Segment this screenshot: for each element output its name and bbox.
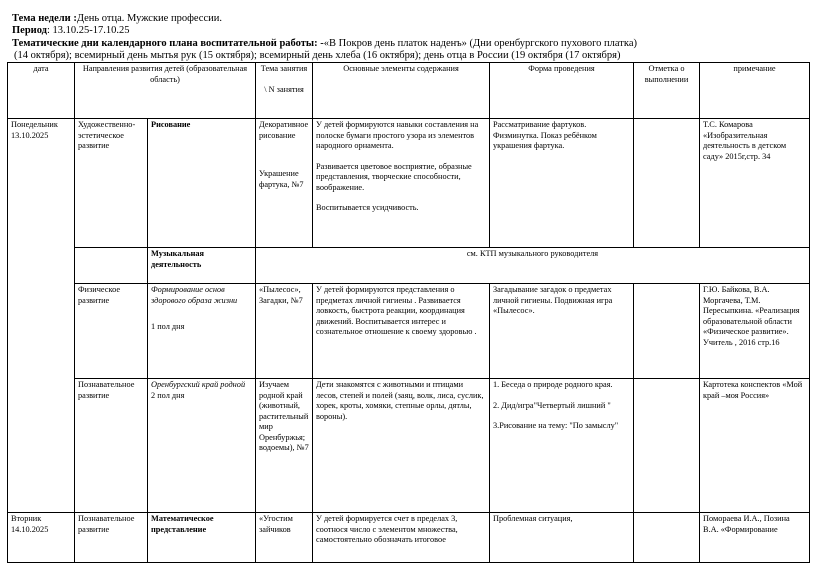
monday-cognitive-row (8, 379, 810, 513)
monday-art-content-3: Воспитывается усидчивость. (316, 203, 419, 212)
monday-cognitive-form (490, 379, 634, 513)
document-header (12, 13, 808, 63)
monday-art-note: Т.С. Комарова «Изобразительная деятельность в детском саду» 2015г,стр. 34 (700, 119, 810, 248)
monday-art-activity: Рисование (148, 119, 256, 248)
monday-cognitive-note: Картотека конспектов «Мой край –моя Россия» (700, 379, 810, 513)
monday-music-content: см. КТП музыкального руководителя (256, 248, 810, 284)
monday-date: Понедельник 13.10.2025 (8, 119, 75, 513)
tuesday-activity: Математическое представление (148, 513, 256, 563)
monday-physical-form: Загадывание загадок о предметах личной гигиены. Подвижная игра «Пылесос». (490, 284, 634, 379)
monday-cognitive-activity-cell (148, 379, 256, 513)
monday-cognitive-form-3: 3.Рисование на тему: "По замыслу" (493, 421, 619, 430)
tuesday-mark (634, 513, 700, 563)
monday-cognitive-form-2: 2. Дид/игра"Четвертый лишний " (493, 400, 611, 410)
period-value: : 13.10.25-17.10.25 (46, 25, 130, 37)
monday-physical-row (8, 284, 810, 379)
monday-cognitive-form-1: 1. Беседа о природе родного края. (493, 380, 613, 389)
monday-physical-area: Физическое развитие (75, 284, 148, 379)
theme-label: Тема недели : (12, 13, 77, 24)
col-form: Форма проведения (490, 63, 634, 119)
monday-art-content-1: У детей формируются навыки составления на полоске бумаги простого узора из элементов народного орнамента. (316, 120, 479, 150)
monday-art-mark (634, 119, 700, 248)
monday-cognitive-activity: Оренбургский край родной (151, 380, 246, 389)
col-note: примечание (700, 63, 810, 119)
tuesday-date: Вторник 14.10.2025 (8, 513, 75, 563)
monday-cognitive-content: Дети знакомятся с животными и птицами лесов, степей и полей (заяц, волк, лиса, суслик, хорек, кроты, хомяки, степные орлы, дятлы, вороны). (313, 379, 490, 513)
monday-art-content (313, 119, 490, 248)
theme-value: День отца. Мужские профессии. (76, 13, 222, 24)
monday-art-content-2: Развивается цветовое восприятие, образные представления, творческие способности, воображение. (316, 161, 472, 192)
period-label: Период (12, 25, 47, 37)
monday-art-form: Рассматривание фартуков. Физминутка. Показ ребёнком украшения фартука. (490, 119, 634, 248)
plan-table (7, 62, 810, 563)
theme-line (12, 13, 808, 25)
monday-cognitive-topic: Изучаем родной край (животный, растительный мир Оренбуржья; водоемы), №7 (256, 379, 313, 513)
col-content: Основные элементы содержания (313, 63, 490, 119)
tuesday-content: У детей формируется счет в пределах 3, соотнося число с элементом множества, самостоятельно обозначать итоговое (313, 513, 490, 563)
tuesday-area: Познавательное развитие (75, 513, 148, 563)
monday-cognitive-period: 2 пол дня (151, 390, 185, 400)
days-value-1: «В Покров день платок наденъ» (Дни оренбургского пухового платка) (323, 37, 637, 49)
tuesday-row (8, 513, 810, 563)
days-label: Тематические дни календарного плана воспитательной работы: - (12, 37, 324, 49)
table-header-row (8, 63, 810, 119)
days-line-2: (14 октября); всемирный день мытья рук (15 октября); всемирный день хлеба (16 октября); день отца в России (19 октября (17 октября) (14, 50, 621, 62)
monday-physical-mark (634, 284, 700, 379)
col-topic (256, 63, 313, 119)
days-line (12, 38, 808, 50)
monday-physical-content: У детей формируются представления о предметах личной гигиены . Развивается ловкость, быстрота реакции, координация движений. Воспитывается интерес и сознательное отношение к своему здоровью . (313, 284, 490, 379)
monday-cognitive-area: Познавательное развитие (75, 379, 148, 513)
tuesday-note: Помораева И.А., Позина В.А. «Формирование (700, 513, 810, 563)
monday-art-topic-a: Декоративное рисование (259, 120, 309, 140)
col-directions: Направления развития детей (образовательная область) (75, 63, 256, 119)
monday-physical-activity: Формирование основ здорового образа жизни (151, 285, 238, 305)
col-topic-label: Тема занятия (260, 64, 308, 73)
period-line (12, 25, 808, 37)
tuesday-form: Проблемная ситуация, (490, 513, 634, 563)
tuesday-topic: «Угостим зайчиков (256, 513, 313, 563)
col-date: дата (8, 63, 75, 119)
monday-art-area: Художественно-эстетическое развитие (75, 119, 148, 248)
monday-cognitive-mark (634, 379, 700, 513)
monday-music-activity: Музыкальная деятельность (148, 248, 256, 284)
monday-physical-note: Г.Ю. Байкова, В.А. Моргачева, Т.М. Пересыпкина. «Реализация образовательной области «Физическое развитие». Учитель , 2016 стр.16 (700, 284, 810, 379)
monday-physical-period: 1 пол дня (151, 322, 185, 331)
monday-art-topic-b: Украшение фартука, №7 (259, 169, 304, 189)
monday-art-row (8, 119, 810, 248)
monday-music-row (8, 248, 810, 284)
col-mark: Отметка о выполнении (634, 63, 700, 119)
monday-music-area (75, 248, 148, 284)
monday-physical-topic: «Пылесос», Загадки, №7 (256, 284, 313, 379)
monday-art-topic (256, 119, 313, 248)
col-topic-no: \ N занятия (264, 84, 304, 94)
monday-physical-activity-cell (148, 284, 256, 379)
